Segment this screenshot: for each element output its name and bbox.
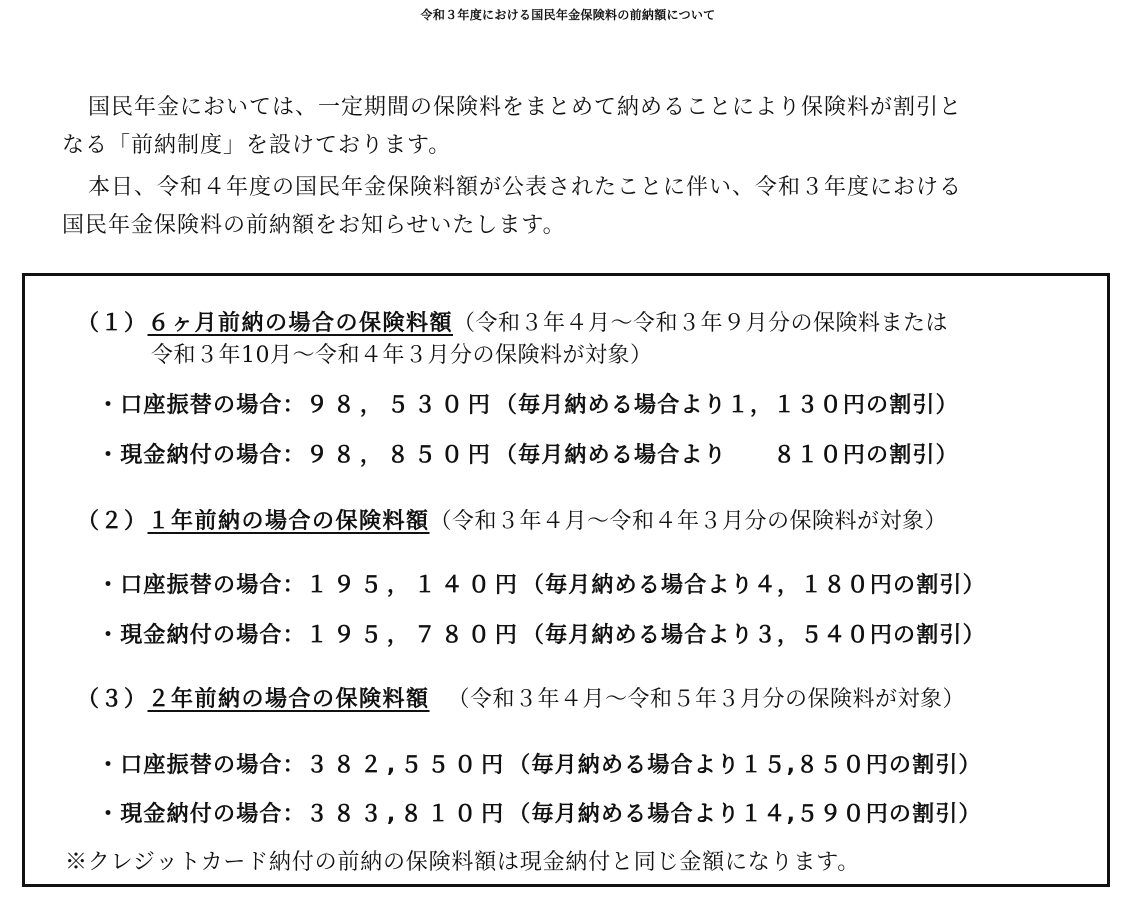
intro-paragraph-1-line-1: 国民年金においては、一定期間の保険料をまとめて納めることにより保険料が割引と <box>88 95 963 120</box>
section-number: （３） <box>77 687 148 712</box>
section-coverage-note: （令和３年４月～令和５年３月分の保険料が対象） <box>447 687 966 712</box>
section-1-cash-payment-row <box>97 438 959 469</box>
intro-paragraph-1-line-2: なる「前納制度」を設けております。 <box>62 133 452 158</box>
intro-paragraph-2-line-1: 本日、令和４年度の国民年金保険料額が公表されたことに伴い、令和３年度における <box>88 175 963 200</box>
section-1-bank-transfer-row <box>97 388 959 419</box>
payment-method-label: ・口座振替の場合： <box>97 393 306 418</box>
prepayment-info-box <box>22 273 1110 887</box>
document-title: 令和３年度における国民年金保険料の前納額について <box>420 8 716 22</box>
section-title: ２年前納の場合の保険料額 <box>147 687 430 712</box>
section-3-cash-payment-row <box>97 797 982 828</box>
section-3-heading <box>77 682 965 713</box>
intro-paragraph-2-line-2: 国民年金保険料の前納額をお知らせいたします。 <box>62 213 566 238</box>
payment-amount: ９８，５３０円 <box>305 393 495 418</box>
payment-amount: １９５，７８０円 <box>305 623 522 648</box>
payment-method-label: ・現金納付の場合： <box>97 443 306 468</box>
payment-method-label: ・口座振替の場合： <box>97 753 306 778</box>
section-3-bank-transfer-row <box>97 748 982 779</box>
payment-amount: ３８２,５５０円 <box>305 753 509 778</box>
payment-method-label: ・現金納付の場合： <box>97 802 306 827</box>
section-coverage-note: （令和３年４月～令和４年３月分の保険料が対象） <box>429 509 948 534</box>
section-coverage-note: （令和３年４月～令和３年９月分の保険料または <box>453 311 949 336</box>
section-1-coverage-note-line-2: 令和３年10月～令和４年３月分の保険料が対象） <box>151 343 653 368</box>
section-title: ６ヶ月前納の場合の保険料額 <box>147 311 454 336</box>
payment-amount: ３８３,８１０円 <box>305 802 509 827</box>
payment-method-label: ・口座振替の場合： <box>97 573 306 598</box>
section-title: １年前納の場合の保険料額 <box>147 509 430 534</box>
discount-note: （毎月納める場合より１４,５９０円の割引） <box>508 802 982 827</box>
discount-note: （毎月納める場合より４，１８０円の割引） <box>521 573 986 598</box>
discount-note: （毎月納める場合より１５,８５０円の割引） <box>508 753 982 778</box>
section-number: （１） <box>77 311 148 336</box>
payment-method-label: ・現金納付の場合： <box>97 623 306 648</box>
section-1-heading <box>77 306 948 337</box>
discount-note: （毎月納める場合より３，５４０円の割引） <box>521 623 986 648</box>
credit-card-footnote: ※クレジットカード納付の前納の保険料額は現金納付と同じ金額になります。 <box>65 850 861 875</box>
section-2-cash-payment-row <box>97 618 986 649</box>
discount-note: （毎月納める場合より１，１３０円の割引） <box>494 393 959 418</box>
discount-note: （毎月納める場合より ８１０円の割引） <box>494 443 959 468</box>
payment-amount: １９５，１４０円 <box>305 573 522 598</box>
section-number: （２） <box>77 509 148 534</box>
section-2-heading <box>77 504 947 535</box>
payment-amount: ９８，８５０円 <box>305 443 495 468</box>
section-2-bank-transfer-row <box>97 568 986 599</box>
